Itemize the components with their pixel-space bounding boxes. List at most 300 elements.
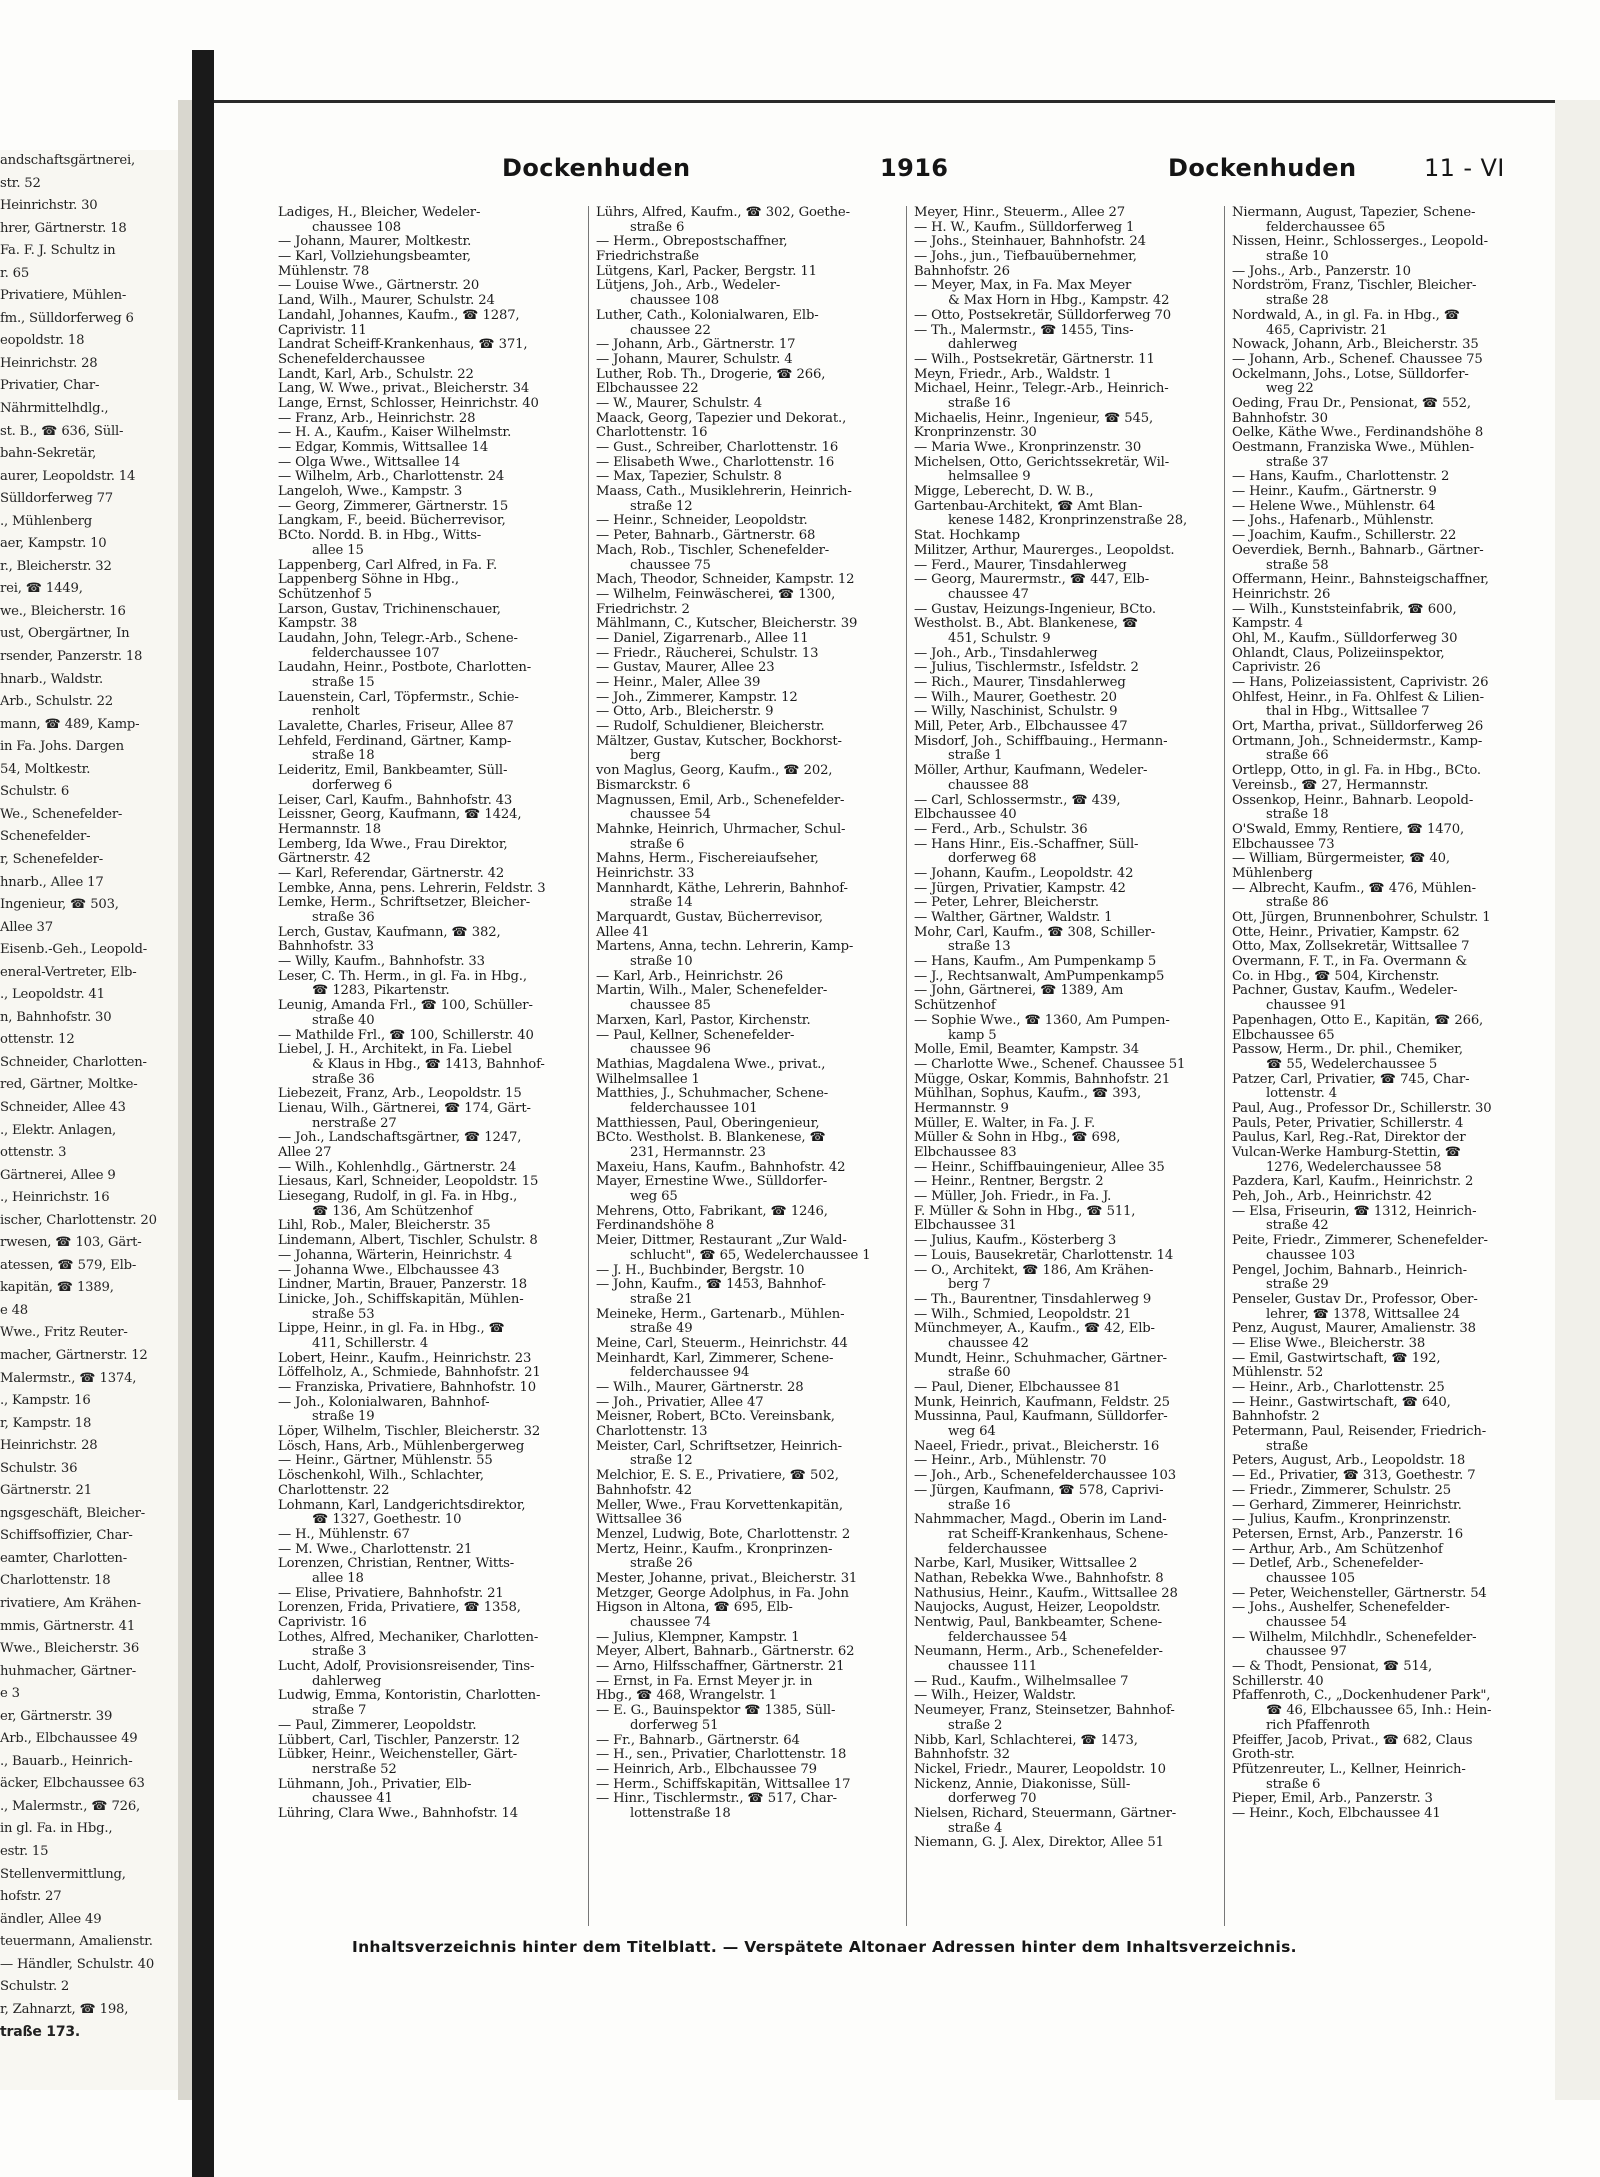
directory-entry-line: — Heinr., Maler, Allee 39 (596, 675, 761, 690)
directory-entry-line: renholt (312, 704, 360, 720)
directory-entry-line: — Arthur, Arb., Am Schützenhof (1232, 1541, 1443, 1557)
directory-column-3 (906, 206, 1228, 1926)
directory-entry-line: Bahnhofstr. 33 (278, 939, 374, 955)
directory-entry-line: 465, Caprivistr. 21 (1266, 322, 1388, 338)
directory-entry-line: felderchaussee 94 (630, 1365, 750, 1381)
facing-page-line: kapitän, ☎ 1389, (0, 1280, 114, 1296)
directory-entry-line: nerstraße 27 (312, 1115, 397, 1131)
directory-entry-line: Bahnhofstr. 26 (914, 263, 1010, 279)
directory-entry-line: — Joh., Zimmerer, Kampstr. 12 (596, 689, 798, 705)
facing-page-line: Wwe., Bleicherstr. 36 (0, 1641, 140, 1657)
directory-entry-line: — Johann, Arb., Gärtnerstr. 17 (596, 337, 796, 353)
directory-entry-line: Lühmann, Joh., Privatier, Elb- (278, 1776, 472, 1792)
directory-entry-line: — H. A., Kaufm., Kaiser Wilhelmstr. (278, 425, 512, 441)
directory-entry-line: Meisner, Robert, BCto. Vereinsbank, (596, 1409, 835, 1425)
facing-page-line: Sülldorferweg 77 (0, 491, 113, 507)
directory-entry-line: Nathusius, Heinr., Kaufm., Wittsallee 28 (914, 1585, 1178, 1601)
directory-entry-line: straße 26 (630, 1556, 693, 1572)
facing-page-line: hrer, Gärtnerstr. 18 (0, 220, 127, 236)
directory-entry-line: — Gustav, Maurer, Allee 23 (596, 660, 775, 676)
directory-entry-line: — Elisabeth Wwe., Charlottenstr. 16 (596, 454, 835, 470)
directory-entry-line: straße 10 (630, 954, 693, 970)
directory-entry-line: — Georg, Maurermstr., ☎ 447, Elb- (914, 572, 1150, 588)
facing-page-line: ottenstr. 3 (0, 1145, 67, 1161)
directory-entry-line: — Ernst, in Fa. Ernst Meyer jr. in (596, 1673, 813, 1689)
directory-entry-line: Peh, Joh., Arb., Heinrichstr. 42 (1232, 1189, 1432, 1205)
directory-entry-line: Penz, August, Maurer, Amalienstr. 38 (1232, 1321, 1476, 1337)
directory-entry-line: Mahnke, Heinrich, Uhrmacher, Schul- (596, 821, 846, 837)
directory-entry-line: Lauenstein, Carl, Töpfermstr., Schie- (278, 689, 519, 705)
directory-entry-line: straße 49 (630, 1321, 693, 1337)
directory-entry-line: Hermannstr. 9 (914, 1100, 1009, 1116)
directory-entry-line: Meier, Dittmer, Restaurant „Zur Wald- (596, 1233, 847, 1249)
facing-page-line: in Fa. Johs. Dargen (0, 739, 124, 755)
directory-entry-line: lottenstraße 18 (630, 1805, 731, 1821)
facing-page-line: aurer, Leopoldstr. 14 (0, 468, 136, 484)
directory-entry-line: Kronprinzenstr. 30 (914, 425, 1037, 441)
directory-entry-line: dahlerweg (948, 337, 1018, 353)
directory-entry-line: — Gerhard, Zimmerer, Heinrichstr. (1232, 1497, 1462, 1513)
directory-entry-line: Lösch, Hans, Arb., Mühlenbergerweg (278, 1438, 525, 1454)
directory-entry-line: Militzer, Arthur, Maurerges., Leopoldst. (914, 542, 1175, 558)
directory-entry-line: Lavalette, Charles, Friseur, Allee 87 (278, 719, 514, 735)
directory-entry-line: — Elsa, Friseurin, ☎ 1312, Heinrich- (1232, 1203, 1477, 1219)
directory-entry-line: Luther, Rob. Th., Drogerie, ☎ 266, (596, 366, 826, 382)
facing-page-fragment (0, 150, 178, 2090)
directory-entry-line: Otto, Max, Zollsekretär, Wittsallee 7 (1232, 939, 1470, 955)
directory-entry-line: Overmann, F. T., in Fa. Overmann & (1232, 954, 1467, 970)
directory-entry-line: straße 14 (630, 895, 693, 911)
directory-entry-line: Nielsen, Richard, Steuermann, Gärtner- (914, 1805, 1177, 1821)
directory-entry-line: — Rich., Maurer, Tinsdahlerweg (914, 675, 1126, 690)
directory-entry-line: Meyer, Albert, Bahnarb., Gärtnerstr. 62 (596, 1644, 855, 1660)
directory-entry-line: Meyn, Friedr., Arb., Waldstr. 1 (914, 366, 1112, 382)
directory-entry-line: — Elise Wwe., Bleicherstr. 38 (1232, 1335, 1426, 1351)
directory-entry-line: straße 18 (1266, 807, 1329, 823)
directory-entry-line: ☎ 55, Wedelerchaussee 5 (1266, 1056, 1438, 1072)
directory-entry-line: Lütjens, Joh., Arb., Wedeler- (596, 278, 781, 294)
directory-entry-line: — O., Architekt, ☎ 186, Am Krähen- (914, 1262, 1154, 1278)
directory-entry-line: — Heinr., Arb., Charlottenstr. 25 (1232, 1380, 1445, 1395)
directory-entry-line: Ohlfest, Heinr., in Fa. Ohlfest & Lilien- (1232, 689, 1484, 705)
directory-entry-line: allee 18 (312, 1570, 364, 1586)
directory-entry-line: chaussee 103 (1266, 1247, 1355, 1263)
facing-page-line: äcker, Elbchaussee 63 (0, 1776, 145, 1792)
directory-entry-line: Landt, Karl, Arb., Schulstr. 22 (278, 366, 474, 382)
directory-entry-line: Lemberg, Ida Wwe., Frau Direktor, (278, 836, 508, 852)
directory-entry-line: straße 10 (1266, 249, 1329, 265)
directory-entry-line: felderchaussee (948, 1541, 1047, 1557)
facing-page-line: ottenstr. 12 (0, 1032, 75, 1048)
directory-entry-line: straße 7 (312, 1703, 367, 1719)
facing-page-line: huhmacher, Gärtner- (0, 1663, 137, 1679)
directory-entry-line: Mehrens, Otto, Fabrikant, ☎ 1246, (596, 1203, 828, 1219)
facing-page-line: rwesen, ☎ 103, Gärt- (0, 1235, 142, 1251)
directory-entry-line: straße 36 (312, 1071, 375, 1087)
directory-entry-line: rat Scheiff-Krankenhaus, Schene- (948, 1526, 1168, 1542)
directory-entry-line: Higson in Altona, ☎ 695, Elb- (596, 1600, 793, 1616)
facing-page-line: Schulstr. 2 (0, 1979, 70, 1995)
directory-entry-line: Wilhelmsallee 1 (596, 1071, 700, 1087)
directory-entry-line: Lappenberg, Carl Alfred, in Fa. F. (278, 557, 497, 573)
directory-entry-line: — Max, Tapezier, Schulstr. 8 (596, 469, 782, 485)
directory-entry-line: — Müller, Joh. Friedr., in Fa. J. (914, 1189, 1112, 1205)
directory-entry-line: Passow, Herm., Dr. phil., Chemiker, (1232, 1042, 1463, 1058)
directory-entry-line: schlucht", ☎ 65, Wedelerchaussee 1 (630, 1247, 871, 1263)
directory-entry-line: straße 12 (630, 1453, 693, 1469)
directory-entry-line: Leissner, Georg, Kaufmann, ☎ 1424, (278, 807, 522, 823)
directory-entry-line: — John, Kaufm., ☎ 1453, Bahnhof- (596, 1277, 826, 1293)
facing-page-line: red, Gärtner, Moltke- (0, 1077, 138, 1093)
directory-entry-line: chaussee 111 (948, 1659, 1037, 1675)
directory-entry-line: Westholst. B., Abt. Blankenese, ☎ (914, 616, 1139, 632)
directory-entry-line: Kampstr. 38 (278, 616, 358, 632)
facing-page-line: Schenefelder- (0, 829, 91, 845)
directory-entry-line: chaussee 108 (630, 293, 719, 309)
directory-entry-line: straße 66 (1266, 748, 1329, 764)
directory-entry-line: Ohlandt, Claus, Polizeiinspektor, (1232, 645, 1445, 661)
directory-entry-line: — Carl, Schlossermstr., ☎ 439, (914, 792, 1121, 808)
directory-entry-line: — Heinr., Kaufm., Gärtnerstr. 9 (1232, 484, 1437, 500)
directory-entry-line: — Hans, Polizeiassistent, Caprivistr. 26 (1232, 675, 1489, 690)
facing-page-line: hnarb., Allee 17 (0, 874, 104, 890)
directory-entry-line: Lübker, Heinr., Weichensteller, Gärt- (278, 1747, 518, 1763)
directory-entry-line: straße 6 (630, 836, 685, 852)
directory-entry-line: Maass, Cath., Musiklehrerin, Heinrich- (596, 484, 852, 500)
directory-entry-line: Mussinna, Paul, Kaufmann, Sülldorfer- (914, 1409, 1168, 1425)
facing-page-line: rivatiere, Am Krähen- (0, 1596, 141, 1611)
directory-entry-line: Müller, E. Walter, in Fa. J. F. (914, 1115, 1095, 1131)
directory-entry-line: Patzer, Carl, Privatier, ☎ 745, Char- (1232, 1071, 1470, 1087)
binding-edge (178, 100, 192, 2100)
facing-page-line: mann, ☎ 489, Kamp- (0, 716, 140, 732)
directory-entry-line: — Franziska, Privatiere, Bahnhofstr. 10 (278, 1380, 536, 1395)
facing-page-line: Privatier, Char- (0, 378, 100, 394)
directory-entry-line: O'Swald, Emmy, Rentiere, ☎ 1470, (1232, 821, 1464, 837)
directory-entry-line: Caprivistr. 26 (1232, 660, 1321, 676)
directory-entry-line: — Emil, Gastwirtschaft, ☎ 192, (1232, 1350, 1441, 1366)
directory-entry-line: — Joh., Arb., Schenefelderchaussee 103 (914, 1468, 1177, 1484)
facing-page-line: hofstr. 27 (0, 1889, 62, 1905)
directory-entry-line: Ortmann, Joh., Schneidermstr., Kamp- (1232, 733, 1483, 749)
directory-entry-line: BCto. Westholst. B. Blankenese, ☎ (596, 1130, 826, 1146)
directory-entry-line: Mill, Peter, Arb., Elbchaussee 47 (914, 719, 1128, 735)
header-place-left: Dockenhuden (502, 154, 691, 182)
directory-entry-line: BCto. Nordd. B. in Hbg., Witts- (278, 528, 482, 544)
directory-entry-line: Löschenkohl, Wilh., Schlachter, (278, 1468, 484, 1484)
directory-entry-line: Mählmann, C., Kutscher, Bleicherstr. 39 (596, 616, 858, 632)
directory-entry-line: Larson, Gustav, Trichinenschauer, (278, 601, 501, 617)
directory-entry-line: straße 15 (312, 675, 375, 690)
directory-entry-line: chaussee 22 (630, 322, 711, 338)
directory-entry-line: Lübbert, Carl, Tischler, Panzerstr. 12 (278, 1732, 520, 1748)
directory-entry-line: kamp 5 (948, 1027, 997, 1043)
directory-entry-line: nerstraße 52 (312, 1761, 397, 1777)
facing-page-line: we., Bleicherstr. 16 (0, 603, 126, 619)
directory-entry-line: Lindemann, Albert, Tischler, Schulstr. 8 (278, 1233, 538, 1249)
directory-entry-line: Mühlenberg (1232, 865, 1313, 881)
directory-entry-line: Löper, Wilhelm, Tischler, Bleicherstr. 32 (278, 1424, 541, 1440)
directory-entry-line: Petersen, Ernst, Arb., Panzerstr. 16 (1232, 1526, 1464, 1542)
directory-entry-line: — Edgar, Kommis, Wittsallee 14 (278, 440, 489, 455)
directory-entry-line: Niermann, August, Tapezier, Schene- (1232, 206, 1476, 220)
page-top-edge (214, 100, 1559, 103)
facing-page-line: ., Bauarb., Heinrich- (0, 1753, 133, 1769)
directory-entry-line: Pfützenreuter, L., Kellner, Heinrich- (1232, 1761, 1466, 1777)
directory-entry-line: Matthies, J., Schuhmacher, Schene- (596, 1086, 829, 1102)
directory-entry-line: thal in Hbg., Wittsallee 7 (1266, 704, 1430, 720)
directory-entry-line: Schillerstr. 40 (1232, 1673, 1324, 1689)
header-page-number: 11 - VI (1424, 154, 1505, 182)
directory-entry-line: Ossenkop, Heinr., Bahnarb. Leopold- (1232, 792, 1474, 808)
facing-page-line: ., Elektr. Anlagen, (0, 1122, 116, 1138)
directory-entry-line: — Friedr., Zimmerer, Schulstr. 25 (1232, 1482, 1452, 1498)
directory-entry-line: Nowack, Johann, Arb., Bleicherstr. 35 (1232, 337, 1479, 353)
directory-entry-line: Meineke, Herm., Gartenarb., Mühlen- (596, 1306, 845, 1322)
directory-entry-line: — Paul, Kellner, Schenefelder- (596, 1027, 795, 1043)
directory-entry-line: Meinhardt, Karl, Zimmerer, Schene- (596, 1350, 834, 1366)
facing-page-line: eopoldstr. 18 (0, 333, 85, 349)
directory-entry-line: Laudahn, Heinr., Postbote, Charlotten- (278, 660, 532, 676)
directory-entry-line: Friedrichstraße (596, 249, 699, 265)
directory-entry-line: chaussee 75 (630, 557, 711, 573)
facing-page-line: Heinrichstr. 28 (0, 355, 98, 371)
directory-entry-line: — Arno, Hilfsschaffner, Gärtnerstr. 21 (596, 1659, 845, 1675)
directory-entry-line: — Wilh., Kohlenhdlg., Gärtnerstr. 24 (278, 1159, 517, 1175)
directory-entry-line: — Gustav, Heizungs-Ingenieur, BCto. (914, 601, 1156, 617)
directory-entry-line: — Charlotte Wwe., Schenef. Chaussee 51 (914, 1056, 1186, 1072)
directory-entry-line: — Hans, Kaufm., Am Pumpenkamp 5 (914, 954, 1157, 970)
directory-entry-line: Ortlepp, Otto, in gl. Fa. in Hbg., BCto. (1232, 763, 1481, 779)
directory-entry-line: — Julius, Kaufm., Kronprinzenstr. (1232, 1512, 1451, 1528)
directory-entry-line: — H., Mühlenstr. 67 (278, 1526, 410, 1542)
directory-entry-line: — Heinrich, Arb., Elbchaussee 79 (596, 1761, 817, 1777)
directory-entry-line: Nibb, Karl, Schlachterei, ☎ 1473, (914, 1732, 1138, 1748)
directory-entry-line: Nahmmacher, Magd., Oberin im Land- (914, 1512, 1167, 1528)
directory-entry-line: straße 16 (948, 1497, 1011, 1513)
directory-entry-line: Heinrichstr. 26 (1232, 586, 1331, 602)
directory-entry-line: Liesegang, Rudolf, in gl. Fa. in Hbg., (278, 1189, 518, 1205)
directory-entry-line: — Franz, Arb., Heinrichstr. 28 (278, 410, 476, 426)
directory-entry-line: Nordström, Franz, Tischler, Bleicher- (1232, 278, 1477, 294)
directory-entry-line: Naujocks, August, Heizer, Leopoldstr. (914, 1600, 1161, 1616)
directory-entry-line: Maack, Georg, Tapezier und Dekorat., (596, 410, 847, 426)
directory-entry-line: — Detlef, Arb., Schenefelder- (1232, 1556, 1424, 1572)
directory-entry-line: Metzger, George Adolphus, in Fa. John (596, 1585, 849, 1601)
directory-entry-line: Landahl, Johannes, Kaufm., ☎ 1287, (278, 307, 520, 323)
directory-entry-line: chaussee 91 (1266, 998, 1347, 1014)
directory-entry-line: ☎ 1327, Goethestr. 10 (312, 1512, 462, 1528)
directory-entry-line: straße 37 (1266, 454, 1329, 470)
directory-entry-line: Mach, Rob., Tischler, Schenefelder- (596, 542, 830, 558)
directory-entry-line: Paulus, Karl, Reg.-Rat, Direktor der (1232, 1130, 1466, 1146)
header-year: 1916 (880, 154, 949, 182)
directory-entry-line: weg 22 (1266, 381, 1314, 397)
directory-entry-line: — H. W., Kaufm., Sülldorferweg 1 (914, 219, 1135, 235)
directory-entry-line: — Peter, Weichensteller, Gärtnerstr. 54 (1232, 1585, 1487, 1601)
directory-entry-line: dorferweg 70 (948, 1791, 1037, 1807)
directory-entry-line: — Elise, Privatiere, Bahnhofstr. 21 (278, 1585, 504, 1601)
directory-entry-line: straße 53 (312, 1306, 375, 1322)
directory-entry-line: — Otto, Arb., Bleicherstr. 9 (596, 704, 774, 720)
directory-entry-line: dorferweg 6 (312, 777, 393, 793)
directory-entry-line: Lihl, Rob., Maler, Bleicherstr. 35 (278, 1218, 491, 1234)
directory-entry-line: — Heinr., Koch, Elbchaussee 41 (1232, 1805, 1441, 1821)
directory-entry-line: Nickenz, Annie, Diakonisse, Süll- (914, 1776, 1131, 1792)
directory-entry-line: rich Pfaffenroth (1266, 1717, 1370, 1733)
directory-entry-line: — Paul, Diener, Elbchaussee 81 (914, 1380, 1121, 1395)
directory-entry-line: chaussee 97 (1266, 1644, 1347, 1660)
directory-entry-line: — Johanna Wwe., Elbchaussee 43 (278, 1262, 500, 1278)
directory-entry-line: Petermann, Paul, Reisender, Friedrich- (1232, 1424, 1487, 1440)
directory-entry-line: — Herm., Schiffskapitän, Wittsallee 17 (596, 1776, 851, 1792)
directory-entry-line: chaussee 47 (948, 586, 1029, 602)
directory-entry-line: Linicke, Joh., Schiffskapitän, Mühlen- (278, 1291, 524, 1307)
directory-entry-line: Migge, Leberecht, D. W. B., (914, 484, 1094, 500)
directory-entry-line: Neumann, Herm., Arb., Schenefelder- (914, 1644, 1163, 1660)
directory-entry-line: Co. in Hbg., ☎ 504, Kirchenstr. (1232, 968, 1440, 984)
directory-entry-line: straße 6 (1266, 1776, 1321, 1792)
directory-entry-line: — Julius, Tischlermstr., Isfeldstr. 2 (914, 660, 1139, 676)
directory-entry-line: Allee 41 (596, 924, 650, 940)
directory-entry-line: lottenstr. 4 (1266, 1086, 1337, 1102)
facing-page-line: ., Leopoldstr. 41 (0, 987, 105, 1003)
directory-entry-line: — Th., Baurentner, Tinsdahlerweg 9 (914, 1291, 1152, 1307)
directory-entry-line: kenese 1482, Kronprinzenstraße 28, (948, 513, 1188, 529)
facing-page-line: er, Gärtnerstr. 39 (0, 1708, 113, 1724)
directory-entry-line: — Ferd., Maurer, Tinsdahlerweg (914, 557, 1127, 573)
directory-entry-line: Offermann, Heinr., Bahnsteigschaffner, (1232, 572, 1489, 588)
directory-entry-line: Mohr, Carl, Kaufm., ☎ 308, Schiller- (914, 924, 1156, 940)
directory-entry-line: berg 7 (948, 1277, 991, 1293)
directory-entry-line: straße 4 (948, 1820, 1003, 1836)
facing-page-line: ., Heinrichstr. 16 (0, 1190, 110, 1206)
directory-entry-line: chaussee 54 (1266, 1615, 1347, 1630)
directory-entry-line: Ladiges, H., Bleicher, Wedeler- (278, 206, 481, 220)
directory-entry-line: Lühring, Clara Wwe., Bahnhofstr. 14 (278, 1805, 519, 1821)
directory-entry-line: — Julius, Klempner, Kampstr. 1 (596, 1629, 800, 1645)
directory-entry-line: — Karl, Vollziehungsbeamter, (278, 249, 471, 265)
facing-page-line: ischer, Charlottenstr. 20 (0, 1212, 157, 1228)
directory-entry-line: Mühlenstr. 52 (1232, 1365, 1324, 1381)
directory-entry-line: — Wilhelm, Feinwäscherei, ☎ 1300, (596, 586, 836, 602)
facing-page-line: Privatiere, Mühlen- (0, 288, 127, 304)
directory-entry-line: — Walther, Gärtner, Waldstr. 1 (914, 910, 1113, 925)
directory-entry-line: Mayer, Ernestine Wwe., Sülldorfer- (596, 1174, 828, 1190)
facing-page-line: hnarb., Waldstr. (0, 671, 104, 687)
directory-entry-line: Heinrichstr. 33 (596, 865, 695, 881)
directory-entry-line: — Karl, Arb., Heinrichstr. 26 (596, 968, 783, 984)
directory-entry-line: Lührs, Alfred, Kaufm., ☎ 302, Goethe- (596, 206, 850, 220)
facing-page-line: ., Mühlenberg (0, 513, 92, 529)
directory-entry-line: chaussee 96 (630, 1042, 711, 1058)
directory-entry-line: — Jürgen, Privatier, Kampstr. 42 (914, 880, 1126, 896)
directory-entry-line: — Joachim, Kaufm., Schillerstr. 22 (1232, 528, 1457, 544)
directory-entry-line: allee 15 (312, 542, 364, 558)
directory-entry-line: straße 6 (630, 219, 685, 235)
directory-entry-line: — Maria Wwe., Kronprinzenstr. 30 (914, 440, 1142, 455)
directory-entry-line: & Max Horn in Hbg., Kampstr. 42 (948, 293, 1170, 309)
facing-page-line: atessen, ☎ 579, Elb- (0, 1257, 137, 1273)
directory-entry-line: Peters, August, Arb., Leopoldstr. 18 (1232, 1453, 1466, 1469)
facing-page-line: Schneider, Allee 43 (0, 1099, 126, 1115)
directory-entry-line: Caprivistr. 11 (278, 322, 367, 338)
directory-entry-line: Gärtnerstr. 42 (278, 851, 371, 867)
directory-entry-line: 451, Schulstr. 9 (948, 630, 1051, 646)
directory-entry-line: — Joh., Kolonialwaren, Bahnhof- (278, 1394, 490, 1410)
directory-entry-line: Otte, Heinr., Privatier, Kampstr. 62 (1232, 924, 1460, 940)
directory-entry-line: Nentwig, Paul, Bankbeamter, Schene- (914, 1615, 1162, 1630)
facing-page-line: e 3 (0, 1686, 20, 1702)
directory-entry-line: Nickel, Friedr., Maurer, Leopoldstr. 10 (914, 1761, 1166, 1777)
directory-entry-line: — Johann, Arb., Schenef. Chaussee 75 (1232, 351, 1483, 367)
directory-entry-line: Müller & Sohn in Hbg., ☎ 698, (914, 1130, 1121, 1146)
facing-page-line: Malermstr., ☎ 1374, (0, 1370, 137, 1386)
directory-entry-line: straße 29 (1266, 1277, 1329, 1293)
directory-entry-line: straße 28 (1266, 293, 1329, 309)
directory-entry-line: Papenhagen, Otto E., Kapitän, ☎ 266, (1232, 1012, 1484, 1028)
directory-entry-line: Schützenhof 5 (278, 586, 372, 602)
directory-entry-line: ☎ 1283, Pikartenstr. (312, 983, 450, 999)
footer-note: Inhaltsverzeichnis hinter dem Titelblatt. — Verspätete Altonaer Adressen hinter dem Inhaltsverzeichnis. (352, 1938, 1297, 1956)
directory-entry-line: — Johs., Hafenarb., Mühlenstr. (1232, 513, 1434, 529)
directory-entry-line: — Johanna, Wärterin, Heinrichstr. 4 (278, 1247, 513, 1263)
directory-entry-line: Lang, W. Wwe., privat., Bleicherstr. 34 (278, 381, 530, 397)
directory-entry-line: Münchmeyer, A., Kaufm., ☎ 42, Elb- (914, 1321, 1155, 1337)
directory-entry-line: — Johann, Maurer, Schulstr. 4 (596, 351, 793, 367)
directory-entry-line: Bahnhofstr. 30 (1232, 410, 1328, 426)
directory-entry-line: Pachner, Gustav, Kaufm., Wedeler- (1232, 983, 1458, 999)
directory-entry-line: felderchaussee 54 (948, 1629, 1068, 1645)
directory-entry-line: Peite, Friedr., Zimmerer, Schenefelder- (1232, 1233, 1488, 1249)
directory-entry-line: Leser, C. Th. Herm., in gl. Fa. in Hbg., (278, 968, 527, 984)
facing-page-line: Charlottenstr. 18 (0, 1573, 111, 1589)
facing-page-line: 54, Moltkestr. (0, 761, 91, 777)
directory-entry-line: straße 42 (1266, 1218, 1329, 1234)
directory-entry-line: Vereinsb., ☎ 27, Hermannstr. (1232, 777, 1429, 793)
directory-entry-line: straße 58 (1266, 557, 1329, 573)
directory-entry-line: Allee 27 (278, 1145, 332, 1160)
facing-page-line: mmis, Gärtnerstr. 41 (0, 1618, 136, 1634)
directory-entry-line: Meyer, Hinr., Steuerm., Allee 27 (914, 206, 1126, 220)
directory-entry-line: — Rudolf, Schuldiener, Bleicherstr. (596, 719, 825, 735)
directory-entry-line: Maxeiu, Hans, Kaufm., Bahnhofstr. 42 (596, 1159, 846, 1175)
directory-entry-line: — Joh., Arb., Tinsdahlerweg (914, 645, 1098, 661)
directory-entry-line: straße 21 (630, 1291, 693, 1307)
directory-entry-line: — Heinr., Gastwirtschaft, ☎ 640, (1232, 1394, 1451, 1410)
directory-entry-line: Lorenzen, Christian, Rentner, Witts- (278, 1556, 515, 1572)
directory-entry-line: straße 60 (948, 1365, 1011, 1381)
facing-page-line: ., Malermstr., ☎ 726, (0, 1798, 141, 1814)
directory-entry-line: Friedrichstr. 2 (596, 601, 690, 617)
directory-entry-line: Ohl, M., Kaufm., Sülldorferweg 30 (1232, 630, 1458, 646)
directory-entry-line: — Wilh., Maurer, Goethestr. 20 (914, 689, 1117, 705)
facing-page-line: Heinrichstr. 28 (0, 1438, 98, 1454)
directory-entry-line: — Wilh., Kunststeinfabrik, ☎ 600, (1232, 601, 1457, 617)
facing-page-line: Allee 37 (0, 919, 53, 935)
directory-entry-line: — Hinr., Tischlermstr., ☎ 517, Char- (596, 1791, 837, 1807)
directory-entry-line: straße 1 (948, 748, 1003, 764)
directory-entry-line: Ockelmann, Johs., Lotse, Sülldorfer- (1232, 366, 1469, 382)
directory-entry-line: — Jürgen, Kaufmann, ☎ 578, Caprivi- (914, 1482, 1164, 1498)
directory-entry-line: straße 16 (948, 395, 1011, 411)
directory-entry-line: Hermannstr. 18 (278, 821, 381, 837)
directory-entry-line: Marquardt, Gustav, Bücherrevisor, (596, 910, 823, 925)
directory-entry-line: Möller, Arthur, Kaufmann, Wedeler- (914, 763, 1148, 779)
directory-entry-line: — Wilh., Maurer, Gärtnerstr. 28 (596, 1380, 804, 1395)
facing-page-line: ngsgeschäft, Bleicher- (0, 1505, 145, 1521)
facing-page-line: Fa. F. J. Schultz in (0, 243, 116, 259)
